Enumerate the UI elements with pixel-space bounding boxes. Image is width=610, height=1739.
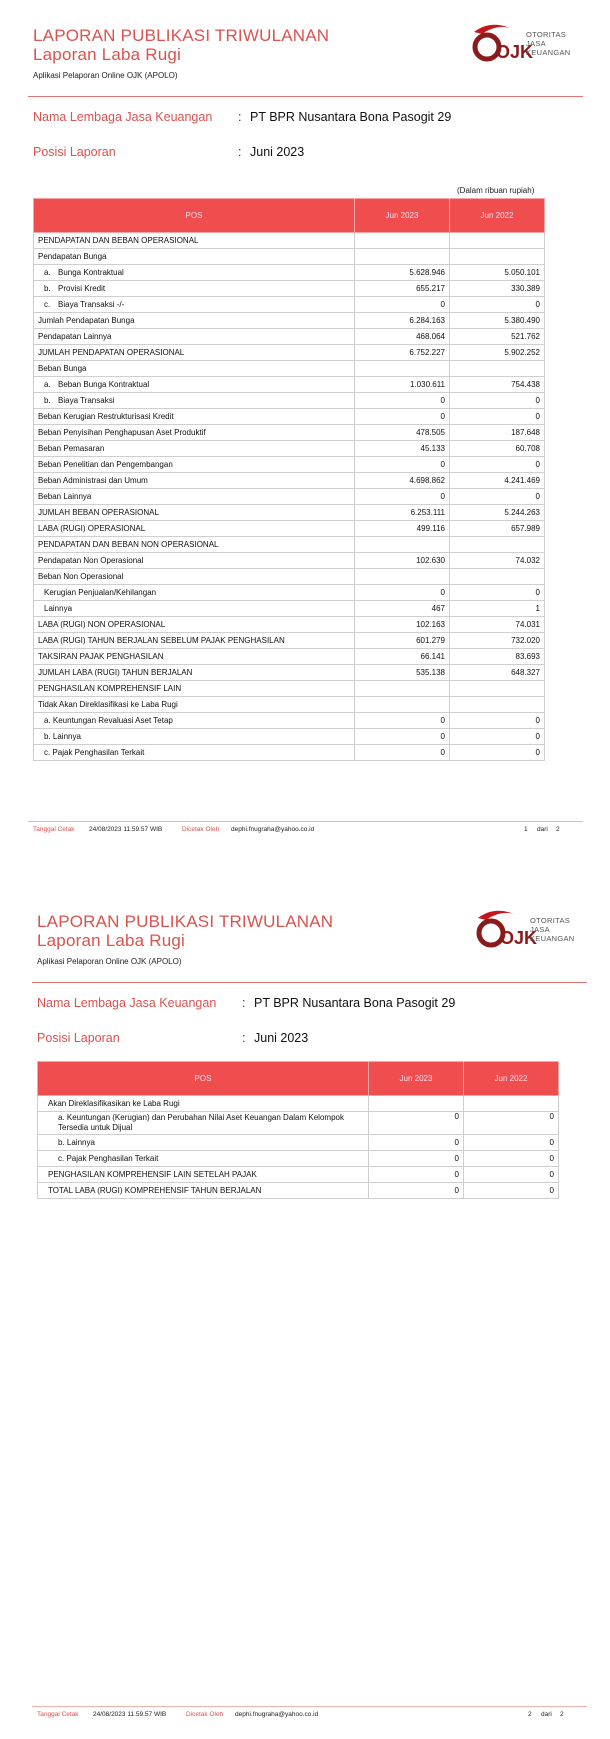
table-row <box>38 1096 559 1112</box>
table-row <box>38 1112 559 1135</box>
institution-label: Nama Lembaga Jasa Keuangan <box>37 996 217 1010</box>
table-row <box>34 697 545 713</box>
footer-divider <box>32 1706 587 1707</box>
row-label: LABA (RUGI) TAHUN BERJALAN SEBELUM PAJAK PENGHASILAN <box>34 633 355 649</box>
footer-divider <box>28 821 583 822</box>
row-label: PENDAPATAN DAN BEBAN OPERASIONAL <box>34 233 355 249</box>
value-jun2023: 0 <box>355 489 450 505</box>
value-jun2022: 657.989 <box>450 521 545 537</box>
table-row <box>34 521 545 537</box>
app-name: Aplikasi Pelaporan Online OJK (APOLO) <box>33 71 178 80</box>
report-subtitle: Laporan Laba Rugi <box>33 45 182 64</box>
table-row <box>34 409 545 425</box>
value-jun2022: 754.438 <box>450 377 545 393</box>
row-label: Tidak Akan Direklasifikasi ke Laba Rugi <box>34 697 355 713</box>
value-jun2023: 0 <box>355 409 450 425</box>
value-jun2022: 0 <box>450 489 545 505</box>
value-jun2022 <box>450 681 545 697</box>
value-jun2023 <box>355 697 450 713</box>
table-row <box>34 345 545 361</box>
value-jun2022: 648.327 <box>450 665 545 681</box>
value-jun2023 <box>355 537 450 553</box>
ojk-logo-letters: OJK <box>500 928 538 948</box>
value-jun2023: 0 <box>369 1183 464 1199</box>
value-jun2022: 732.020 <box>450 633 545 649</box>
row-label: Pendapatan Non Operasional <box>34 553 355 569</box>
row-label: Beban Pemasaran <box>34 441 355 457</box>
table-row <box>34 633 545 649</box>
printed-by-label: Dicetak Oleh <box>186 1711 224 1718</box>
value-jun2022: 5.902.252 <box>450 345 545 361</box>
row-label: c. Pajak Penghasilan Terkait <box>34 745 355 761</box>
table-row <box>34 553 545 569</box>
value-jun2022 <box>464 1096 559 1112</box>
table-row <box>34 569 545 585</box>
table-row <box>34 505 545 521</box>
row-label: Beban Penyisihan Penghapusan Aset Produktif <box>34 425 355 441</box>
value-jun2022 <box>450 233 545 249</box>
report-page-1 <box>0 0 610 860</box>
total-pages: 2 <box>560 1711 564 1718</box>
value-jun2022: 60.708 <box>450 441 545 457</box>
row-label: Beban Penelitian dan Pengembangan <box>34 457 355 473</box>
row-label: PENGHASILAN KOMPREHENSIF LAIN <box>34 681 355 697</box>
table-row <box>34 681 545 697</box>
row-label <box>34 281 355 297</box>
row-label: Beban Lainnya <box>34 489 355 505</box>
row-label: TOTAL LABA (RUGI) KOMPREHENSIF TAHUN BERJALAN <box>38 1183 369 1199</box>
colon: : <box>238 145 242 159</box>
value-jun2023 <box>355 569 450 585</box>
row-label: Kerugian Penjualan/Kehilangan <box>34 585 355 601</box>
row-label: Beban Administrasi dan Umum <box>34 473 355 489</box>
value-jun2022 <box>450 569 545 585</box>
row-letter: a. <box>44 268 51 277</box>
table-row <box>34 393 545 409</box>
value-jun2023: 102.630 <box>355 553 450 569</box>
table-row <box>34 729 545 745</box>
value-jun2022 <box>450 249 545 265</box>
table-row <box>34 457 545 473</box>
ojk-logo-text: OTORITAS JASA KEUANGAN <box>526 30 571 57</box>
ojk-logo <box>474 904 594 954</box>
value-jun2023: 4.698.862 <box>355 473 450 489</box>
value-jun2022: 0 <box>450 457 545 473</box>
table-row <box>34 713 545 729</box>
value-jun2023: 1.030.611 <box>355 377 450 393</box>
row-label <box>34 377 355 393</box>
table-row <box>38 1135 559 1151</box>
value-jun2022: 0 <box>450 713 545 729</box>
value-jun2023: 0 <box>355 393 450 409</box>
print-date-label: Tanggal Cetak <box>37 1711 79 1718</box>
value-jun2023: 0 <box>355 713 450 729</box>
value-jun2023: 0 <box>369 1167 464 1183</box>
ojk-logo-icon <box>474 908 538 950</box>
row-label: PENDAPATAN DAN BEBAN NON OPERASIONAL <box>34 537 355 553</box>
value-jun2022: 0 <box>464 1135 559 1151</box>
print-date: 24/08/2023 11.59.57 WIB <box>93 1711 167 1718</box>
row-label: LABA (RUGI) OPERASIONAL <box>34 521 355 537</box>
row-label: a. Keuntungan (Kerugian) dan Perubahan Nilai Aset Keuangan Dalam Kelompok Tersedia untuk Dijual <box>38 1112 369 1135</box>
value-jun2022: 0 <box>464 1151 559 1167</box>
table-row <box>34 281 545 297</box>
unit-note: (Dalam ribuan rupiah) <box>457 186 535 195</box>
printed-by: dephi.fnugraha@yahoo.co.id <box>231 826 315 833</box>
row-label: Lainnya <box>34 601 355 617</box>
institution-label: Nama Lembaga Jasa Keuangan <box>33 110 213 124</box>
institution-value: PT BPR Nusantara Bona Pasogit 29 <box>250 110 452 124</box>
value-jun2022 <box>450 361 545 377</box>
row-label: Pendapatan Bunga <box>34 249 355 265</box>
col-header-pos: POS <box>38 1062 369 1096</box>
value-jun2022 <box>450 697 545 713</box>
col-header-jun2023: Jun 2023 <box>355 199 450 233</box>
table-row <box>34 297 545 313</box>
row-label <box>34 265 355 281</box>
table-row <box>34 249 545 265</box>
value-jun2023 <box>355 681 450 697</box>
table-row <box>34 617 545 633</box>
value-jun2023: 0 <box>355 585 450 601</box>
table-row <box>34 745 545 761</box>
table-row <box>38 1167 559 1183</box>
row-label-text: Bunga Kontraktual <box>58 268 124 277</box>
row-letter: c. <box>44 300 51 309</box>
page-number: 2 <box>528 1711 532 1718</box>
value-jun2023: 0 <box>355 745 450 761</box>
row-label-text: Biaya Transaksi <box>58 396 115 405</box>
total-pages: 2 <box>556 826 560 833</box>
row-label-text: Biaya Transaksi -/- <box>58 300 125 309</box>
value-jun2022: 5.244.263 <box>450 505 545 521</box>
income-statement-table-continued <box>37 1061 559 1199</box>
value-jun2022: 0 <box>450 729 545 745</box>
ojk-logo-icon <box>470 22 534 64</box>
value-jun2022: 5.380.490 <box>450 313 545 329</box>
row-label: JUMLAH BEBAN OPERASIONAL <box>34 505 355 521</box>
col-header-jun2022: Jun 2022 <box>464 1062 559 1096</box>
value-jun2022: 0 <box>464 1112 559 1135</box>
table-row <box>34 425 545 441</box>
table-row <box>38 1183 559 1199</box>
value-jun2023: 0 <box>355 297 450 313</box>
value-jun2023 <box>355 249 450 265</box>
report-title: LAPORAN PUBLIKASI TRIWULANAN <box>37 912 334 931</box>
col-header-pos: POS <box>34 199 355 233</box>
table-row <box>34 489 545 505</box>
value-jun2023: 45.133 <box>355 441 450 457</box>
ojk-logo-letters: OJK <box>496 42 534 62</box>
table-row <box>34 537 545 553</box>
report-subtitle: Laporan Laba Rugi <box>37 931 186 950</box>
table-row <box>34 265 545 281</box>
value-jun2023: 102.163 <box>355 617 450 633</box>
value-jun2022: 83.693 <box>450 649 545 665</box>
value-jun2022: 187.648 <box>450 425 545 441</box>
value-jun2023: 478.505 <box>355 425 450 441</box>
table-header-row <box>38 1062 559 1096</box>
table-row <box>34 601 545 617</box>
header-divider <box>32 982 587 983</box>
row-label-text: Beban Bunga Kontraktual <box>58 380 150 389</box>
row-label <box>34 393 355 409</box>
row-label: LABA (RUGI) NON OPERASIONAL <box>34 617 355 633</box>
value-jun2022: 5.050.101 <box>450 265 545 281</box>
printed-by: dephi.fnugraha@yahoo.co.id <box>235 1711 319 1718</box>
value-jun2023 <box>355 233 450 249</box>
row-label: Akan Direklasifikasikan ke Laba Rugi <box>38 1096 369 1112</box>
row-label: Jumlah Pendapatan Bunga <box>34 313 355 329</box>
value-jun2022: 0 <box>450 745 545 761</box>
value-jun2022: 0 <box>464 1183 559 1199</box>
value-jun2023: 6.253.111 <box>355 505 450 521</box>
value-jun2023 <box>369 1096 464 1112</box>
print-date: 24/08/2023 11.59.57 WIB <box>89 826 163 833</box>
table-row <box>38 1151 559 1167</box>
value-jun2023: 499.116 <box>355 521 450 537</box>
row-label-text: Provisi Kredit <box>58 284 106 293</box>
row-letter: a. <box>44 380 51 389</box>
row-label: Beban Non Operasional <box>34 569 355 585</box>
value-jun2022: 0 <box>450 393 545 409</box>
value-jun2022: 74.032 <box>450 553 545 569</box>
header-divider <box>28 96 583 97</box>
value-jun2022: 521.762 <box>450 329 545 345</box>
value-jun2022: 0 <box>450 409 545 425</box>
value-jun2022: 0 <box>450 585 545 601</box>
value-jun2023: 535.138 <box>355 665 450 681</box>
row-label: Beban Kerugian Restrukturisasi Kredit <box>34 409 355 425</box>
table-row <box>34 441 545 457</box>
colon: : <box>242 996 246 1010</box>
table-row <box>34 585 545 601</box>
row-label: b. Lainnya <box>38 1135 369 1151</box>
col-header-jun2023: Jun 2023 <box>369 1062 464 1096</box>
table-row <box>34 329 545 345</box>
value-jun2023: 0 <box>369 1112 464 1135</box>
row-letter: b. <box>44 396 51 405</box>
row-label: TAKSIRAN PAJAK PENGHASILAN <box>34 649 355 665</box>
row-label: Beban Bunga <box>34 361 355 377</box>
value-jun2023: 5.628.946 <box>355 265 450 281</box>
value-jun2023: 66.141 <box>355 649 450 665</box>
app-name: Aplikasi Pelaporan Online OJK (APOLO) <box>37 957 182 966</box>
colon: : <box>242 1031 246 1045</box>
print-date-label: Tanggal Cetak <box>33 826 75 833</box>
printed-by-label: Dicetak Oleh <box>182 826 220 833</box>
income-statement-table <box>33 198 545 761</box>
value-jun2022: 1 <box>450 601 545 617</box>
table-row <box>34 361 545 377</box>
value-jun2022: 0 <box>464 1167 559 1183</box>
position-value: Juni 2023 <box>254 1031 309 1045</box>
colon: : <box>238 110 242 124</box>
row-label: PENGHASILAN KOMPREHENSIF LAIN SETELAH PAJAK <box>38 1167 369 1183</box>
row-label: Pendapatan Lainnya <box>34 329 355 345</box>
position-value: Juni 2023 <box>250 145 305 159</box>
value-jun2023: 655.217 <box>355 281 450 297</box>
table-row <box>34 313 545 329</box>
row-label <box>34 297 355 313</box>
table-row <box>34 377 545 393</box>
value-jun2022: 4.241.469 <box>450 473 545 489</box>
institution-value: PT BPR Nusantara Bona Pasogit 29 <box>254 996 456 1010</box>
value-jun2023: 0 <box>355 729 450 745</box>
value-jun2022: 330.389 <box>450 281 545 297</box>
value-jun2022: 74.031 <box>450 617 545 633</box>
page-of-label: dari <box>537 826 548 833</box>
value-jun2023: 0 <box>355 457 450 473</box>
position-label: Posisi Laporan <box>33 145 116 159</box>
table-row <box>34 473 545 489</box>
report-page-2 <box>0 880 610 1739</box>
position-label: Posisi Laporan <box>37 1031 120 1045</box>
table-row <box>34 665 545 681</box>
table-row <box>34 233 545 249</box>
value-jun2023: 467 <box>355 601 450 617</box>
page-number: 1 <box>524 826 528 833</box>
value-jun2023: 6.284.163 <box>355 313 450 329</box>
row-label: b. Lainnya <box>34 729 355 745</box>
value-jun2023: 0 <box>369 1135 464 1151</box>
row-letter: b. <box>44 284 51 293</box>
value-jun2023: 601.279 <box>355 633 450 649</box>
value-jun2023: 0 <box>369 1151 464 1167</box>
row-label: a. Keuntungan Revaluasi Aset Tetap <box>34 713 355 729</box>
ojk-logo <box>470 18 590 68</box>
row-label: JUMLAH LABA (RUGI) TAHUN BERJALAN <box>34 665 355 681</box>
value-jun2022: 0 <box>450 297 545 313</box>
value-jun2022 <box>450 537 545 553</box>
value-jun2023 <box>355 361 450 377</box>
table-row <box>34 649 545 665</box>
ojk-logo-text: OTORITAS JASA KEUANGAN <box>530 916 575 943</box>
page-of-label: dari <box>541 1711 552 1718</box>
col-header-jun2022: Jun 2022 <box>450 199 545 233</box>
value-jun2023: 6.752.227 <box>355 345 450 361</box>
report-title: LAPORAN PUBLIKASI TRIWULANAN <box>33 26 330 45</box>
value-jun2023: 468.064 <box>355 329 450 345</box>
row-label: c. Pajak Penghasilan Terkait <box>38 1151 369 1167</box>
row-label: JUMLAH PENDAPATAN OPERASIONAL <box>34 345 355 361</box>
table-header-row <box>34 199 545 233</box>
